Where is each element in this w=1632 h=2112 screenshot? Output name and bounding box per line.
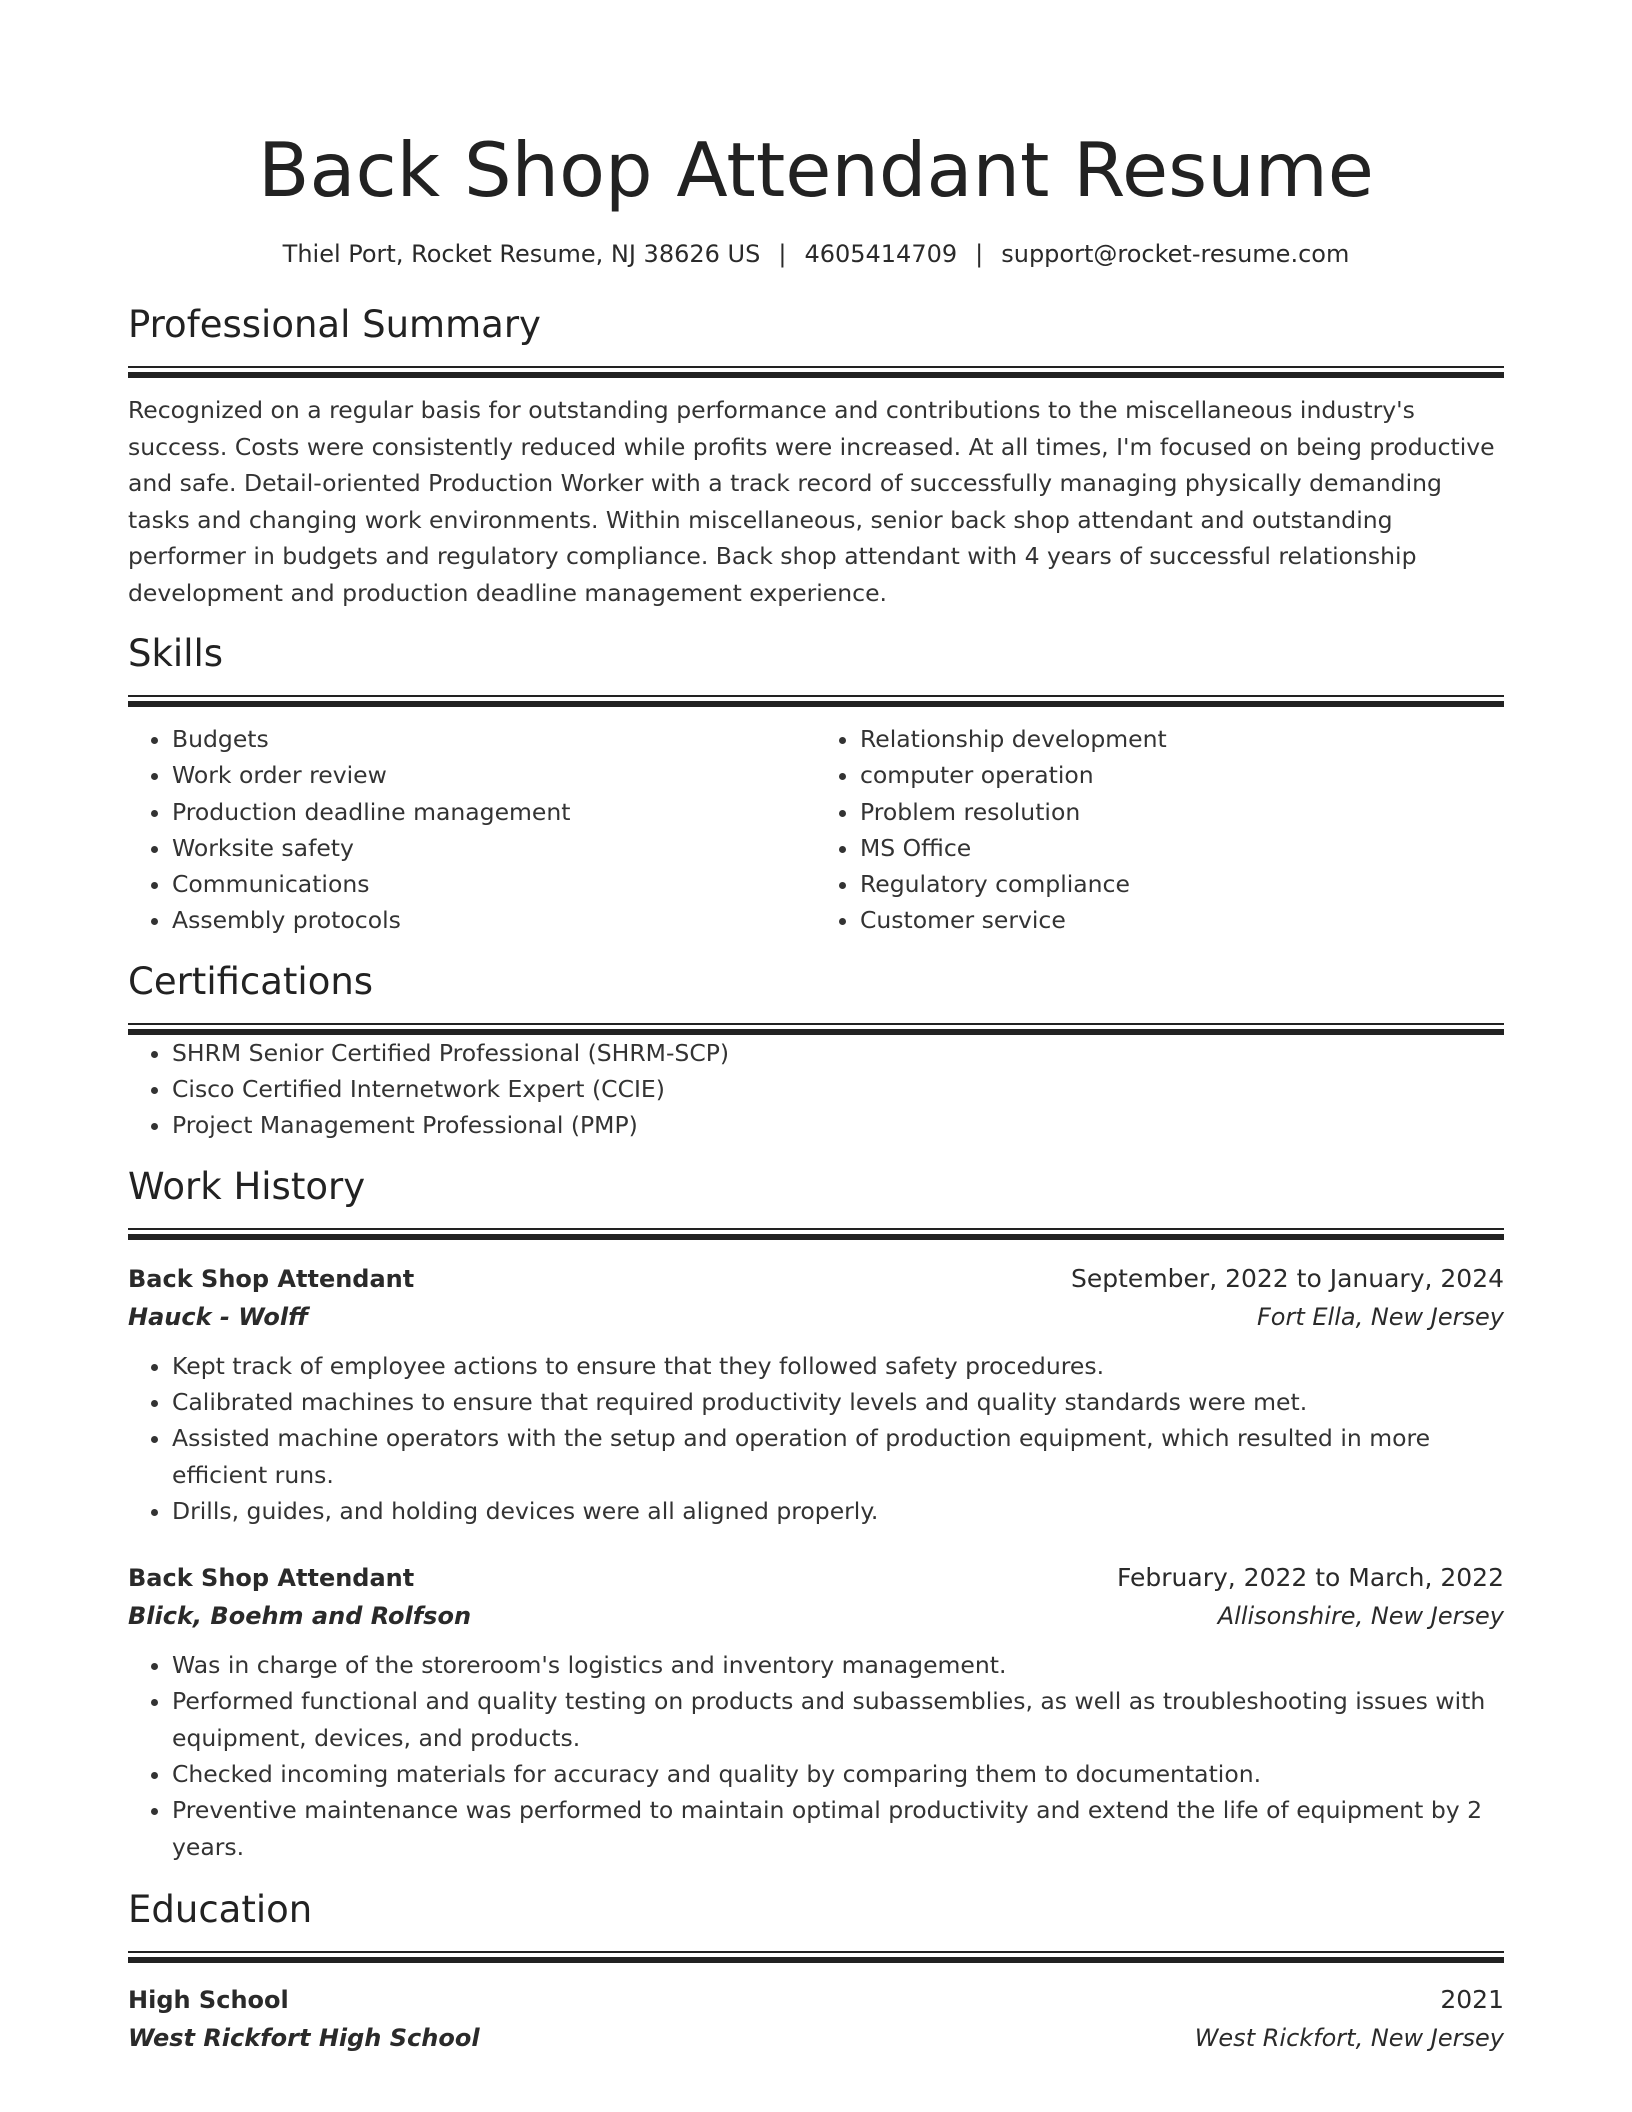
- education-year: 2021: [1440, 1984, 1504, 2014]
- section-title-summary: Professional Summary: [128, 303, 541, 346]
- skill-item: • Work order review: [172, 757, 816, 793]
- resume-title: Back Shop Attendant Resume: [258, 126, 1374, 214]
- education-school-row: [128, 2019, 1504, 2057]
- contact-email[interactable]: support@rocket-resume.com: [1001, 240, 1350, 268]
- contact-line: [128, 238, 1504, 270]
- job-company-row: [128, 1298, 1504, 1336]
- section-divider: [128, 1228, 1504, 1240]
- skills-left-list: [128, 721, 816, 939]
- certification-item: • SHRM Senior Certified Professional (SHRM-SCP): [172, 1035, 1504, 1071]
- job-location: Fort Ella, New Jersey: [1256, 1302, 1504, 1331]
- certification-item: • Project Management Professional (PMP): [172, 1107, 1504, 1143]
- education-location: West Rickfort, New Jersey: [1194, 2023, 1504, 2052]
- job-duty: • Was in charge of the storeroom's logistics and inventory management.: [172, 1647, 1504, 1683]
- skill-item: • Relationship development: [860, 721, 1504, 757]
- skill-item: • Communications: [172, 866, 816, 902]
- job-entry: [128, 1559, 1504, 1865]
- skills-section: [128, 629, 1504, 939]
- contact-separator: |: [975, 240, 984, 268]
- skills-columns: [128, 721, 1504, 939]
- job-header-row: [128, 1559, 1504, 1597]
- skill-item: • Problem resolution: [860, 794, 1504, 830]
- education-school: West Rickfort High School: [128, 2023, 480, 2052]
- job-location: Allisonshire, New Jersey: [1217, 1602, 1504, 1631]
- job-title: Back Shop Attendant: [128, 1564, 415, 1593]
- contact-phone: 4605414709: [804, 240, 958, 268]
- contact-address: Thiel Port, Rocket Resume, NJ 38626 US: [282, 240, 761, 268]
- job-duty: • Preventive maintenance was performed to maintain optimal productivity and extend the life of equipment by 2 years.: [172, 1792, 1504, 1865]
- summary-section: [128, 300, 1504, 611]
- section-title-education: Education: [128, 1887, 313, 1931]
- skill-item: • computer operation: [860, 757, 1504, 793]
- skills-right-list: [816, 721, 1504, 939]
- section-title-skills: Skills: [128, 632, 224, 675]
- summary-text: Recognized on a regular basis for outstanding performance and contributions to the miscellaneous industry's success. Costs were consistently reduced while profits were increased. At all times, I'm focused on being productive and safe. Detail-oriented Production Worker with a track record of successfully managing physically demanding tasks and changing work environments. Within miscellaneous, senior back shop attendant and outstanding performer in budgets and regulatory compliance. Back shop attendant with 4 years of successful relationship development and production deadline management experience.: [128, 396, 1495, 607]
- resume-page: [128, 0, 1504, 2057]
- section-divider: [128, 695, 1504, 707]
- skill-item: • Worksite safety: [172, 830, 816, 866]
- job-duties-list: [128, 1647, 1504, 1865]
- education-entry: [128, 1981, 1504, 2057]
- section-divider: [128, 1023, 1504, 1035]
- job-duty: • Checked incoming materials for accuracy and quality by comparing them to documentation.: [172, 1756, 1504, 1792]
- job-duty: • Assisted machine operators with the setup and operation of production equipment, which resulted in more efficient runs.: [172, 1420, 1504, 1493]
- job-duty: • Calibrated machines to ensure that required productivity levels and quality standards were met.: [172, 1384, 1504, 1420]
- job-duty: • Drills, guides, and holding devices were all aligned properly.: [172, 1493, 1504, 1529]
- education-header-row: [128, 1981, 1504, 2019]
- work-history-section: [128, 1162, 1504, 1865]
- section-divider: [128, 1951, 1504, 1963]
- skill-item: • Production deadline management: [172, 794, 816, 830]
- job-company: Hauck - Wolff: [128, 1302, 309, 1331]
- contact-separator: |: [778, 240, 787, 268]
- certification-item: • Cisco Certified Internetwork Expert (CCIE): [172, 1071, 1504, 1107]
- job-company-row: [128, 1597, 1504, 1635]
- job-company: Blick, Boehm and Rolfson: [128, 1602, 472, 1631]
- education-degree: High School: [128, 1985, 289, 2014]
- job-title: Back Shop Attendant: [128, 1264, 415, 1293]
- job-duty: • Performed functional and quality testing on products and subassemblies, as well as troubleshooting issues with equipment, devices, and products.: [172, 1683, 1504, 1756]
- skill-item: • Assembly protocols: [172, 902, 816, 938]
- job-dates: September, 2022 to January, 2024: [1071, 1263, 1504, 1293]
- section-divider: [128, 366, 1504, 378]
- certifications-section: [128, 957, 1504, 1144]
- certifications-list: [128, 1035, 1504, 1144]
- job-entry: [128, 1260, 1504, 1529]
- section-title-certifications: Certifications: [128, 959, 374, 1003]
- skill-item: • Customer service: [860, 902, 1504, 938]
- job-dates: February, 2022 to March, 2022: [1116, 1563, 1504, 1593]
- skill-item: • MS Office: [860, 830, 1504, 866]
- job-duty: • Kept track of employee actions to ensure that they followed safety procedures.: [172, 1348, 1504, 1384]
- job-header-row: [128, 1260, 1504, 1298]
- section-title-work-history: Work History: [128, 1164, 366, 1208]
- job-duties-list: [128, 1348, 1504, 1529]
- education-section: [128, 1885, 1504, 2057]
- skill-item: • Regulatory compliance: [860, 866, 1504, 902]
- skill-item: • Budgets: [172, 721, 816, 757]
